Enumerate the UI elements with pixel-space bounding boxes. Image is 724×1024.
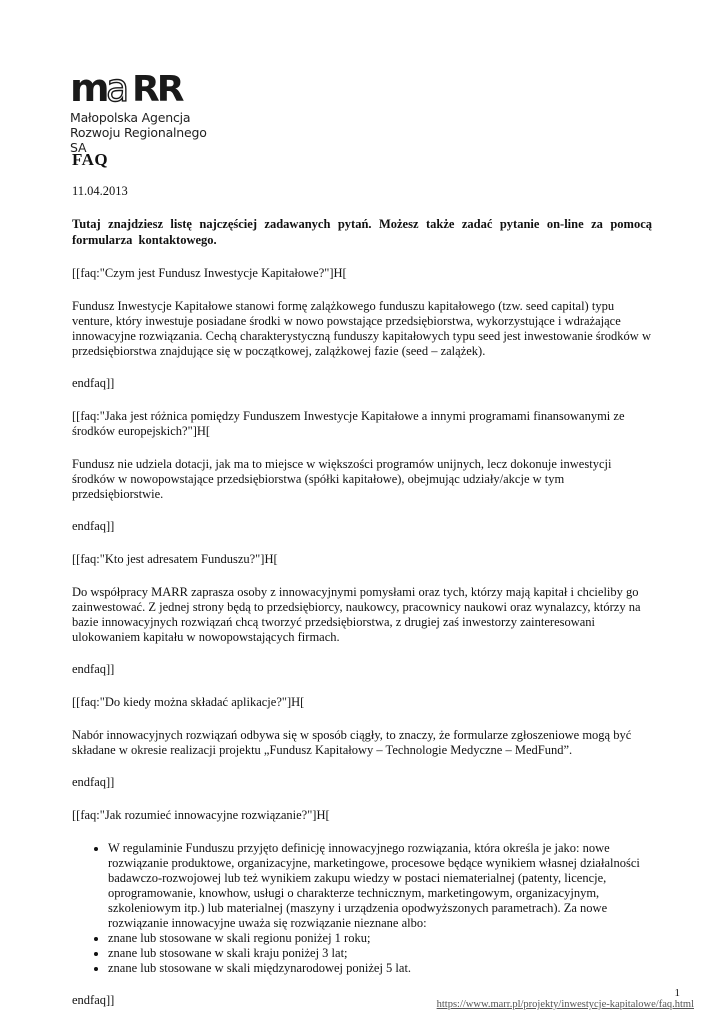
faq-answer: Nabór innowacyjnych rozwiązań odbywa się w sposób ciągły, to znaczy, że formularze zgłoszeniowe mogą być składane w okresie realizacji projektu „Fundusz Kapitałowy – Technologie Medyczne – MedFund”. bbox=[72, 728, 632, 757]
faq-answer: Do współpracy MARR zaprasza osoby z innowacyjnymi pomysłami oraz tych, którzy mają kapitał i chcieliby go zainwestować. Z jednej strony będą to przedsiębiorcy, naukowcy, pracownicy naukowi oraz wynalazcy, którzy na bazie innowacyjnych rozwiązań chcą tworzyć przedsiębiorstwa, z drugiej zaś inwestorzy zainteresowani ulokowaniem kapitału w nowopowstających firmach. bbox=[72, 585, 641, 644]
source-url-link[interactable]: https://www.marr.pl/projekty/inwestycje-kapitalowe/faq.html bbox=[436, 999, 694, 1010]
faq-answer-list bbox=[72, 841, 652, 976]
document-content bbox=[72, 150, 652, 1008]
faq-end-marker: endfaq]] bbox=[72, 376, 115, 390]
faq-end-marker: endfaq]] bbox=[72, 775, 115, 789]
faq-question: [[faq:"Jaka jest różnica pomiędzy Funduszem Inwestycje Kapitałowe a innymi programami finansowanymi ze środków europejskich?"]H[ bbox=[72, 409, 625, 438]
faq-question: [[faq:"Czym jest Fundusz Inwestycje Kapitałowe?"]H[ bbox=[72, 266, 347, 280]
faq-end-marker: endfaq]] bbox=[72, 662, 115, 676]
list-item: • znane lub stosowane w skali międzynarodowej poniżej 5 lat. bbox=[108, 961, 652, 976]
faq-answer: Fundusz Inwestycje Kapitałowe stanowi formę zalążkowego funduszu kapitałowego (tzw. seed capital) typu venture, który inwestuje posiadane środki w nowo powstające przedsiębiorstwa, wykorzystujące i wdrażające innowacyjne rozwiązania. Cechą charakterystyczną funduszy kapitałowych typu seed jest inwestowanie środków w przedsiębiorstwa znajdujące się w początkowej, zalążkowej fazie (seed – zalążek). bbox=[72, 299, 651, 358]
faq-end-marker: endfaq]] bbox=[72, 519, 115, 533]
marr-logo-mark bbox=[70, 68, 200, 108]
faq-question: [[faq:"Do kiedy można składać aplikacje?"]H[ bbox=[72, 695, 305, 709]
logo-line-1: Małopolska Agencja bbox=[70, 110, 191, 125]
faq-answer: Fundusz nie udziela dotacji, jak ma to miejsce w większości programów unijnych, lecz dokonuje inwestycji środków w nowopowstające przedsiębiorstwa (spółki kapitałowe), obejmując udziały/akcje w tym przedsiębiorstwie. bbox=[72, 457, 612, 501]
faq-question: [[faq:"Kto jest adresatem Funduszu?"]H[ bbox=[72, 552, 278, 566]
list-item: • znane lub stosowane w skali regionu poniżej 1 roku; bbox=[108, 931, 652, 946]
svg-text:RR: RR bbox=[132, 69, 182, 108]
intro-text: Tutaj znajdziesz listę najczęściej zadawanych pytań. Możesz także zadać pytanie on-line za pomocą formularza kontaktowego. bbox=[72, 217, 652, 247]
publish-date: 11.04.2013 bbox=[72, 184, 128, 198]
logo-line-2: Rozwoju Regionalnego SA bbox=[70, 125, 207, 155]
page-number: 1 bbox=[674, 987, 680, 999]
list-item: • W regulaminie Funduszu przyjęto definicję innowacyjnego rozwiązania, która określa je jako: nowe rozwiązanie produktowe, organizacyjne, marketingowe, procesowe będące wynikiem własnej działalności badawczo-rozwojowej lub też wynikiem zakupu wiedzy w postaci niematerialnej (patenty, licencje, oprogramowanie, knowhow, usługi o charakterze technicznym, marketingowym, organizacyjnym, szkoleniowym itp.) lub materialnej (maszyny i urządzenia opodwyższonych parametrach). Za nowe rozwiązanie innowacyjne uważa się rozwiązanie nieznane albo: bbox=[108, 841, 652, 931]
logo-subtitle bbox=[70, 110, 210, 155]
marr-logo bbox=[70, 68, 210, 155]
faq-question: [[faq:"Jak rozumieć innowacyjne rozwiązanie?"]H[ bbox=[72, 808, 330, 822]
list-item: • znane lub stosowane w skali kraju poniżej 3 lat; bbox=[108, 946, 652, 961]
page-title: FAQ bbox=[72, 150, 109, 169]
faq-end-marker: endfaq]] bbox=[72, 993, 115, 1007]
svg-text:a: a bbox=[106, 68, 128, 108]
svg-text:m: m bbox=[70, 68, 108, 108]
